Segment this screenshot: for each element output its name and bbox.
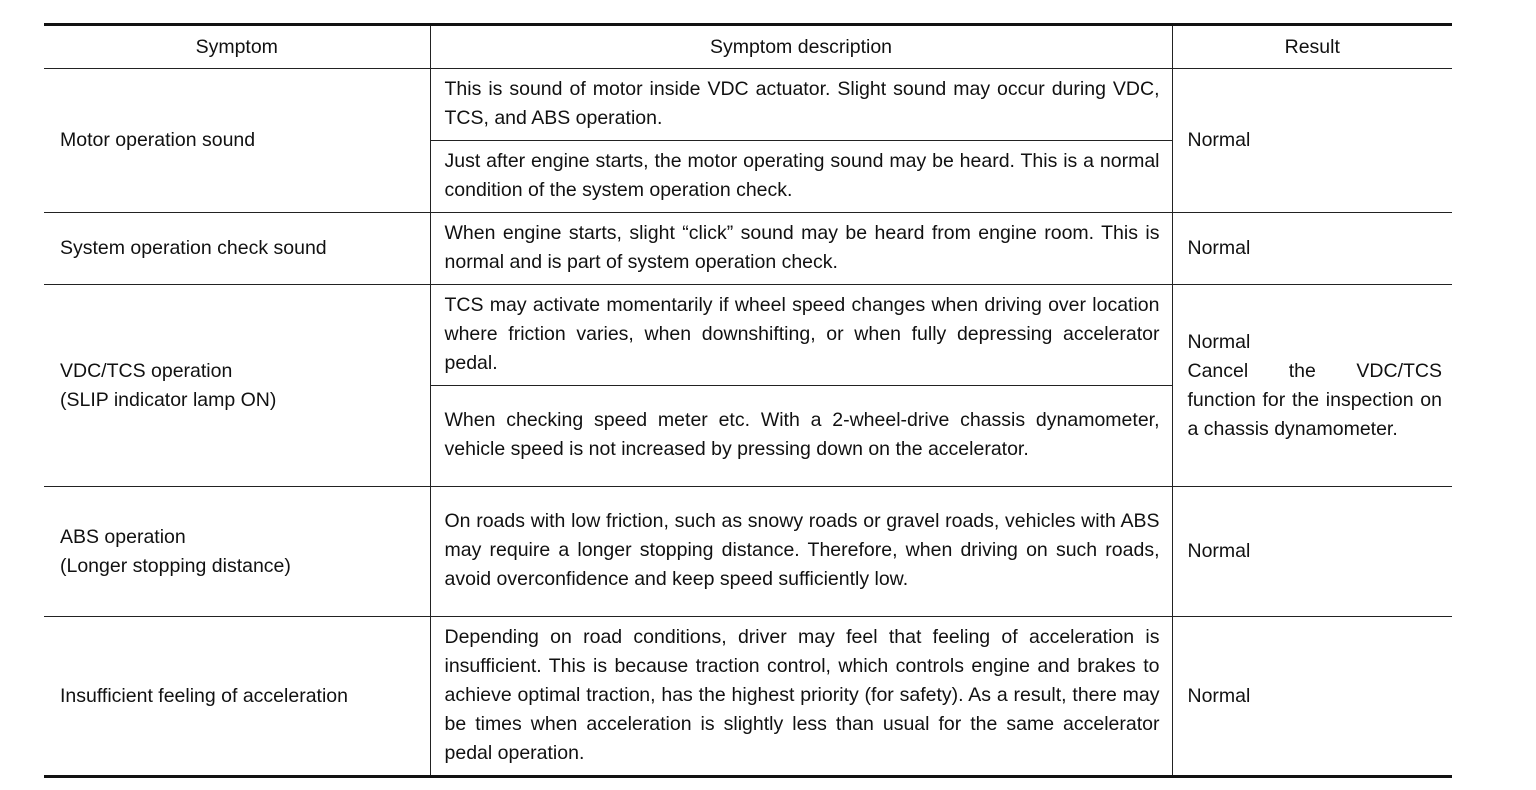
symptom-text-line2: (Longer stopping distance) xyxy=(60,554,291,577)
header-row xyxy=(44,25,1452,69)
description-cell: Depending on road conditions, driver may feel that feeling of acceleration is insufficient. This is because traction control, which controls engine and brakes to achieve optimal traction, has the highest priority (for safety). As a result, there may be times when acceleration is slightly less than usual for the same accelerator pedal operation. xyxy=(430,617,1172,777)
description-cell: This is sound of motor inside VDC actuator. Slight sound may occur during VDC, TCS, and ABS operation. xyxy=(430,69,1172,141)
description-cell: On roads with low friction, such as snowy roads or gravel roads, vehicles with ABS may require a longer stopping distance. Therefore, when driving on such roads, avoid overconfidence and keep speed sufficiently low. xyxy=(430,487,1172,617)
result-cell xyxy=(1172,487,1452,617)
result-text: Normal xyxy=(1187,129,1251,151)
result-text: Normal xyxy=(1187,237,1251,259)
result-cell xyxy=(1172,285,1452,487)
symptom-cell xyxy=(44,487,430,617)
result-cell xyxy=(1172,213,1452,285)
table-row-vdc-tcs xyxy=(44,285,1452,386)
symptom-text: Insufficient feeling of acceleration xyxy=(60,684,348,707)
description-cell: Just after engine starts, the motor operating sound may be heard. This is a normal condition of the system operation check. xyxy=(430,141,1172,213)
result-cell xyxy=(1172,69,1452,213)
symptom-text-line2: (SLIP indicator lamp ON) xyxy=(60,388,277,411)
result-cell xyxy=(1172,617,1452,777)
symptom-text-line1: ABS operation xyxy=(60,525,186,548)
result-text: Normal xyxy=(1187,684,1251,707)
description-cell: When engine starts, slight “click” sound may be heard from engine room. This is normal and is part of system operation check. xyxy=(430,213,1172,285)
result-text: Normal xyxy=(1187,330,1251,353)
result-text: Normal xyxy=(1187,540,1251,562)
symptom-cell xyxy=(44,285,430,487)
description-cell: TCS may activate momentarily if wheel speed changes when driving over location where friction varies, when downshifting, or when fully depressing accelerator pedal. xyxy=(430,285,1172,386)
table-row-acceleration xyxy=(44,617,1452,777)
table-row-abs xyxy=(44,487,1452,617)
symptom-text-line1: VDC/TCS operation xyxy=(60,359,233,382)
header-symptom: Symptom xyxy=(44,25,430,69)
symptom-text: Motor operation sound xyxy=(60,129,256,151)
symptom-table xyxy=(44,23,1452,778)
symptom-cell xyxy=(44,617,430,777)
symptom-cell xyxy=(44,213,430,285)
table-row-check-sound xyxy=(44,213,1452,285)
description-cell: When checking speed meter etc. With a 2-wheel-drive chassis dynamometer, vehicle speed is not increased by pressing down on the accelerator. xyxy=(430,386,1172,487)
result-note: Cancel the VDC/TCS function for the inspection on a chassis dynamometer. xyxy=(1187,359,1442,440)
header-description: Symptom description xyxy=(430,25,1172,69)
header-result: Result xyxy=(1172,25,1452,69)
symptom-cell xyxy=(44,69,430,213)
table-row-motor-sound xyxy=(44,69,1452,141)
symptom-text: System operation check sound xyxy=(60,237,327,259)
